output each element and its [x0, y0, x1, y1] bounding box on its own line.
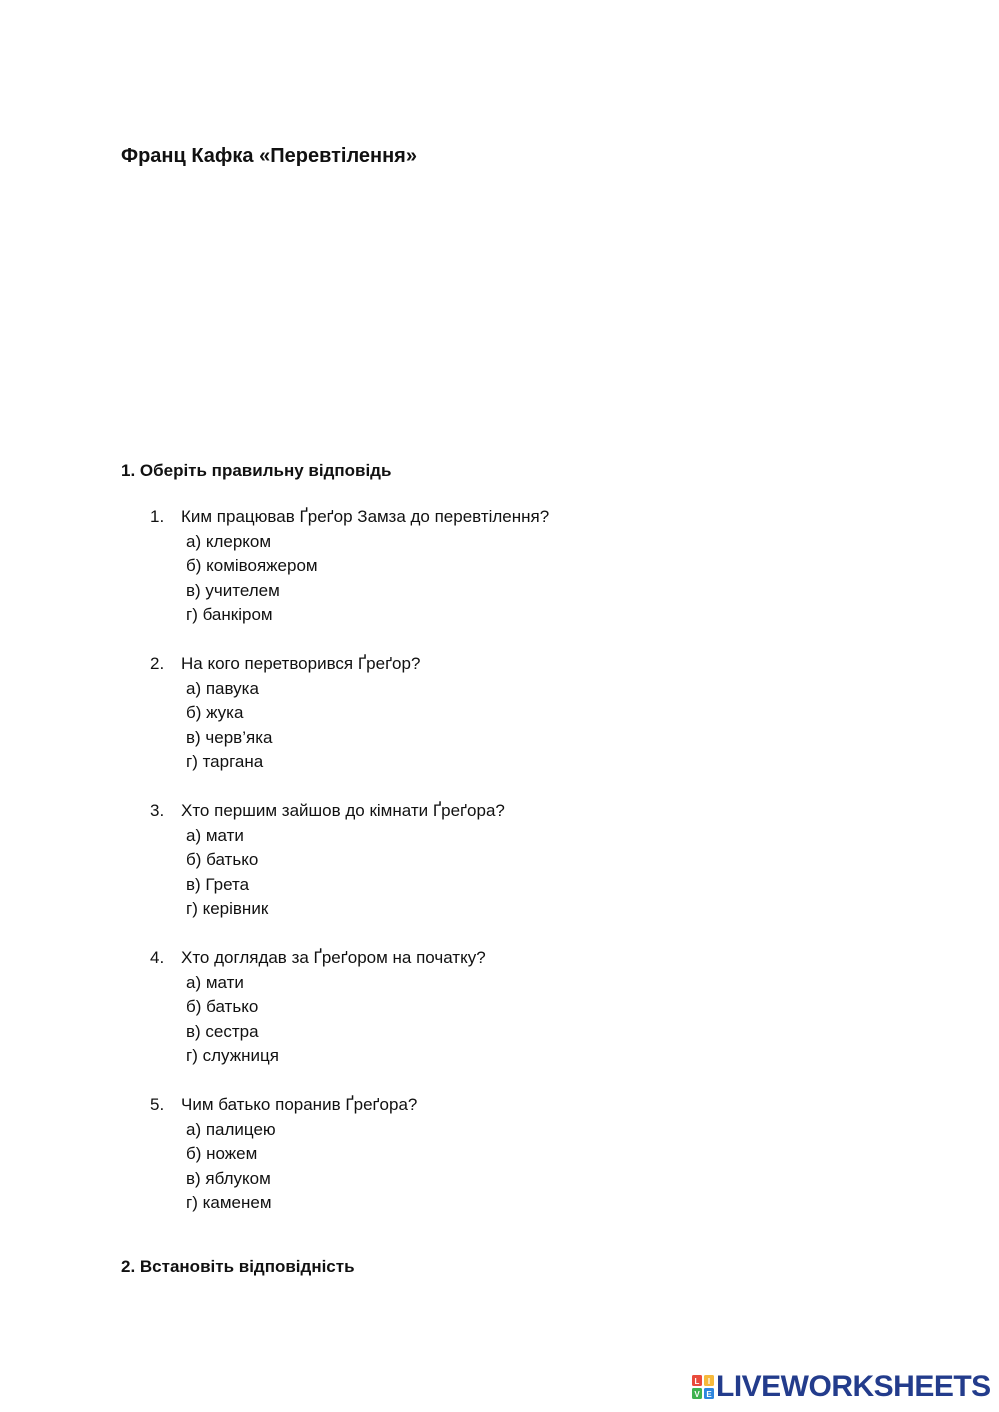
- logo-letter: I: [707, 1377, 711, 1386]
- question-text: Чим батько поранив Ґреґора?: [181, 1095, 418, 1114]
- answer-option[interactable]: а) павука: [186, 678, 259, 698]
- answer-option[interactable]: б) батько: [186, 997, 259, 1016]
- answer-option[interactable]: в) учителем: [186, 580, 280, 600]
- question-line: [150, 1093, 850, 1118]
- answer-option[interactable]: а) мати: [186, 825, 244, 845]
- question-number: 3.: [150, 801, 165, 820]
- liveworksheets-logo-icon: [692, 1375, 714, 1399]
- question-5: [150, 1093, 850, 1216]
- question-list: [150, 505, 850, 1240]
- answer-option[interactable]: в) черв’яка: [186, 727, 273, 747]
- document-title: Франц Кафка «Перевтілення»: [121, 145, 417, 167]
- answer-option[interactable]: в) сестра: [186, 1021, 259, 1041]
- question-line: [150, 799, 850, 824]
- answer-option[interactable]: а) клерком: [186, 531, 272, 551]
- question-1: [150, 505, 850, 628]
- answer-option[interactable]: б) комівояжером: [186, 556, 318, 575]
- logo-letter: E: [706, 1390, 712, 1399]
- question-number: 4.: [150, 948, 165, 967]
- answer-option[interactable]: в) яблуком: [186, 1168, 271, 1188]
- answer-option[interactable]: б) батько: [186, 850, 259, 869]
- logo-letter: V: [694, 1390, 700, 1399]
- answer-option[interactable]: г) керівник: [186, 899, 269, 918]
- answer-option[interactable]: в) Грета: [186, 874, 250, 894]
- logo-letter: L: [694, 1377, 700, 1386]
- question-3: [150, 799, 850, 922]
- answer-options: [150, 971, 850, 1069]
- answer-option[interactable]: г) служниця: [186, 1046, 279, 1065]
- question-text: Ким працював Ґреґор Замза до перевтілення?: [181, 507, 550, 526]
- section-2-heading: 2. Встановіть відповідність: [121, 1257, 355, 1276]
- question-line: [150, 946, 850, 971]
- answer-options: [150, 677, 850, 775]
- question-text: Хто першим зайшов до кімнати Ґреґора?: [181, 801, 505, 820]
- section-1-heading: 1. Оберіть правильну відповідь: [121, 461, 392, 480]
- answer-option[interactable]: г) банкіром: [186, 605, 273, 624]
- answer-options: [150, 824, 850, 922]
- answer-option[interactable]: г) каменем: [186, 1193, 272, 1212]
- question-2: [150, 652, 850, 775]
- answer-option[interactable]: г) таргана: [186, 752, 264, 771]
- answer-option[interactable]: а) палицею: [186, 1119, 276, 1139]
- question-text: На кого перетворився Ґреґор?: [181, 654, 421, 673]
- question-line: [150, 652, 850, 677]
- answer-option[interactable]: б) жука: [186, 703, 244, 722]
- question-number: 5.: [150, 1095, 165, 1114]
- question-number: 2.: [150, 654, 165, 673]
- question-4: [150, 946, 850, 1069]
- answer-option[interactable]: б) ножем: [186, 1144, 258, 1163]
- answer-options: [150, 1118, 850, 1216]
- answer-options: [150, 530, 850, 628]
- brand-name: LIVEWORKSHEETS: [716, 1370, 991, 1403]
- answer-option[interactable]: а) мати: [186, 972, 244, 992]
- question-text: Хто доглядав за Ґреґором на початку?: [181, 948, 486, 967]
- liveworksheets-brand: [692, 1370, 991, 1403]
- question-number: 1.: [150, 507, 165, 526]
- question-line: [150, 505, 850, 530]
